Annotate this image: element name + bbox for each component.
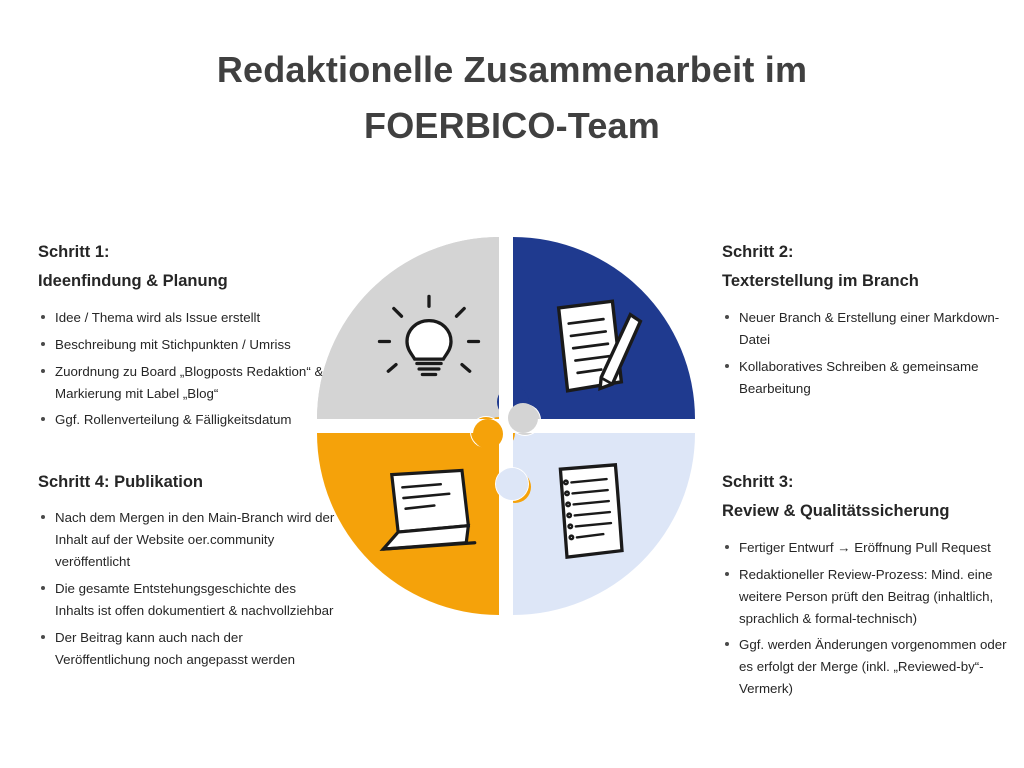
list-item: Fertiger Entwurf → Eröffnung Pull Request xyxy=(722,537,1024,559)
puzzle-piece-step-2 xyxy=(497,237,695,419)
list-item: Redaktioneller Review-Prozess: Mind. eine weitere Person prüft den Beitrag (inhaltlich, sprachlich & formal-technisch) xyxy=(722,564,1024,630)
puzzle-wheel-diagram xyxy=(312,232,700,620)
step-4-heading xyxy=(38,468,338,497)
step-1-heading-line-2: Ideenfindung & Planung xyxy=(38,272,228,291)
step-2-heading-line-1: Schritt 2: xyxy=(722,243,794,261)
list-item: Die gesamte Entstehungsgeschichte des Inhalts ist offen dokumentiert & nachvollziehbar xyxy=(38,578,338,622)
puzzle-tab-3 xyxy=(496,468,528,500)
puzzle-piece-step-4 xyxy=(317,417,531,615)
list-item: Der Beitrag kann auch nach der Veröffentlichung noch angepasst werden xyxy=(38,627,338,671)
list-item: Beschreibung mit Stichpunkten / Umriss xyxy=(38,334,338,356)
puzzle-piece-step-3 xyxy=(497,433,695,615)
list-item: Zuordnung zu Board „Blogposts Redaktion“ & Markierung mit Label „Blog“ xyxy=(38,361,338,405)
step-1-heading-line-1: Schritt 1: xyxy=(38,243,110,261)
title-line-2: FOERBICO-Team xyxy=(364,104,660,146)
step-4-bullet-list xyxy=(38,507,338,671)
step-1-heading xyxy=(38,238,338,297)
puzzle-piece-step-1 xyxy=(317,237,499,435)
list-item: Kollaboratives Schreiben & gemeinsame Bearbeitung xyxy=(722,356,1022,400)
step-3-heading xyxy=(722,468,1024,527)
puzzle-gap-horizontal xyxy=(312,419,700,433)
step-2-heading-line-2: Texterstellung im Branch xyxy=(722,272,919,291)
list-item: Ggf. Rollenverteilung & Fälligkeitsdatum xyxy=(38,409,338,431)
step-4-block xyxy=(38,468,338,676)
step-2-heading xyxy=(722,238,1022,297)
step-2-bullet-list xyxy=(722,307,1022,400)
step-1-bullet-list xyxy=(38,307,338,432)
list-item: Ggf. werden Änderungen vorgenommen oder es erfolgt der Merge (inkl. „Reviewed-by“-Vermerk) xyxy=(722,634,1024,700)
step-4-heading-line-1: Schritt 4: Publikation xyxy=(38,473,204,491)
list-item: Neuer Branch & Erstellung einer Markdown-Datei xyxy=(722,307,1022,351)
step-3-bullet-list xyxy=(722,537,1024,701)
page-title xyxy=(0,42,1024,154)
puzzle-tab-2 xyxy=(473,419,503,449)
step-2-block xyxy=(722,238,1022,404)
step-1-block xyxy=(38,238,338,436)
list-item: Idee / Thema wird als Issue erstellt xyxy=(38,307,338,329)
step-3-block xyxy=(722,468,1024,705)
list-item: Nach dem Mergen in den Main-Branch wird der Inhalt auf der Website oer.community veröffentlicht xyxy=(38,507,338,573)
step-3-heading-line-1: Schritt 3: xyxy=(722,473,794,491)
step-3-heading-line-2: Review & Qualitätssicherung xyxy=(722,502,950,521)
title-line-1: Redaktionelle Zusammenarbeit im xyxy=(216,49,808,90)
